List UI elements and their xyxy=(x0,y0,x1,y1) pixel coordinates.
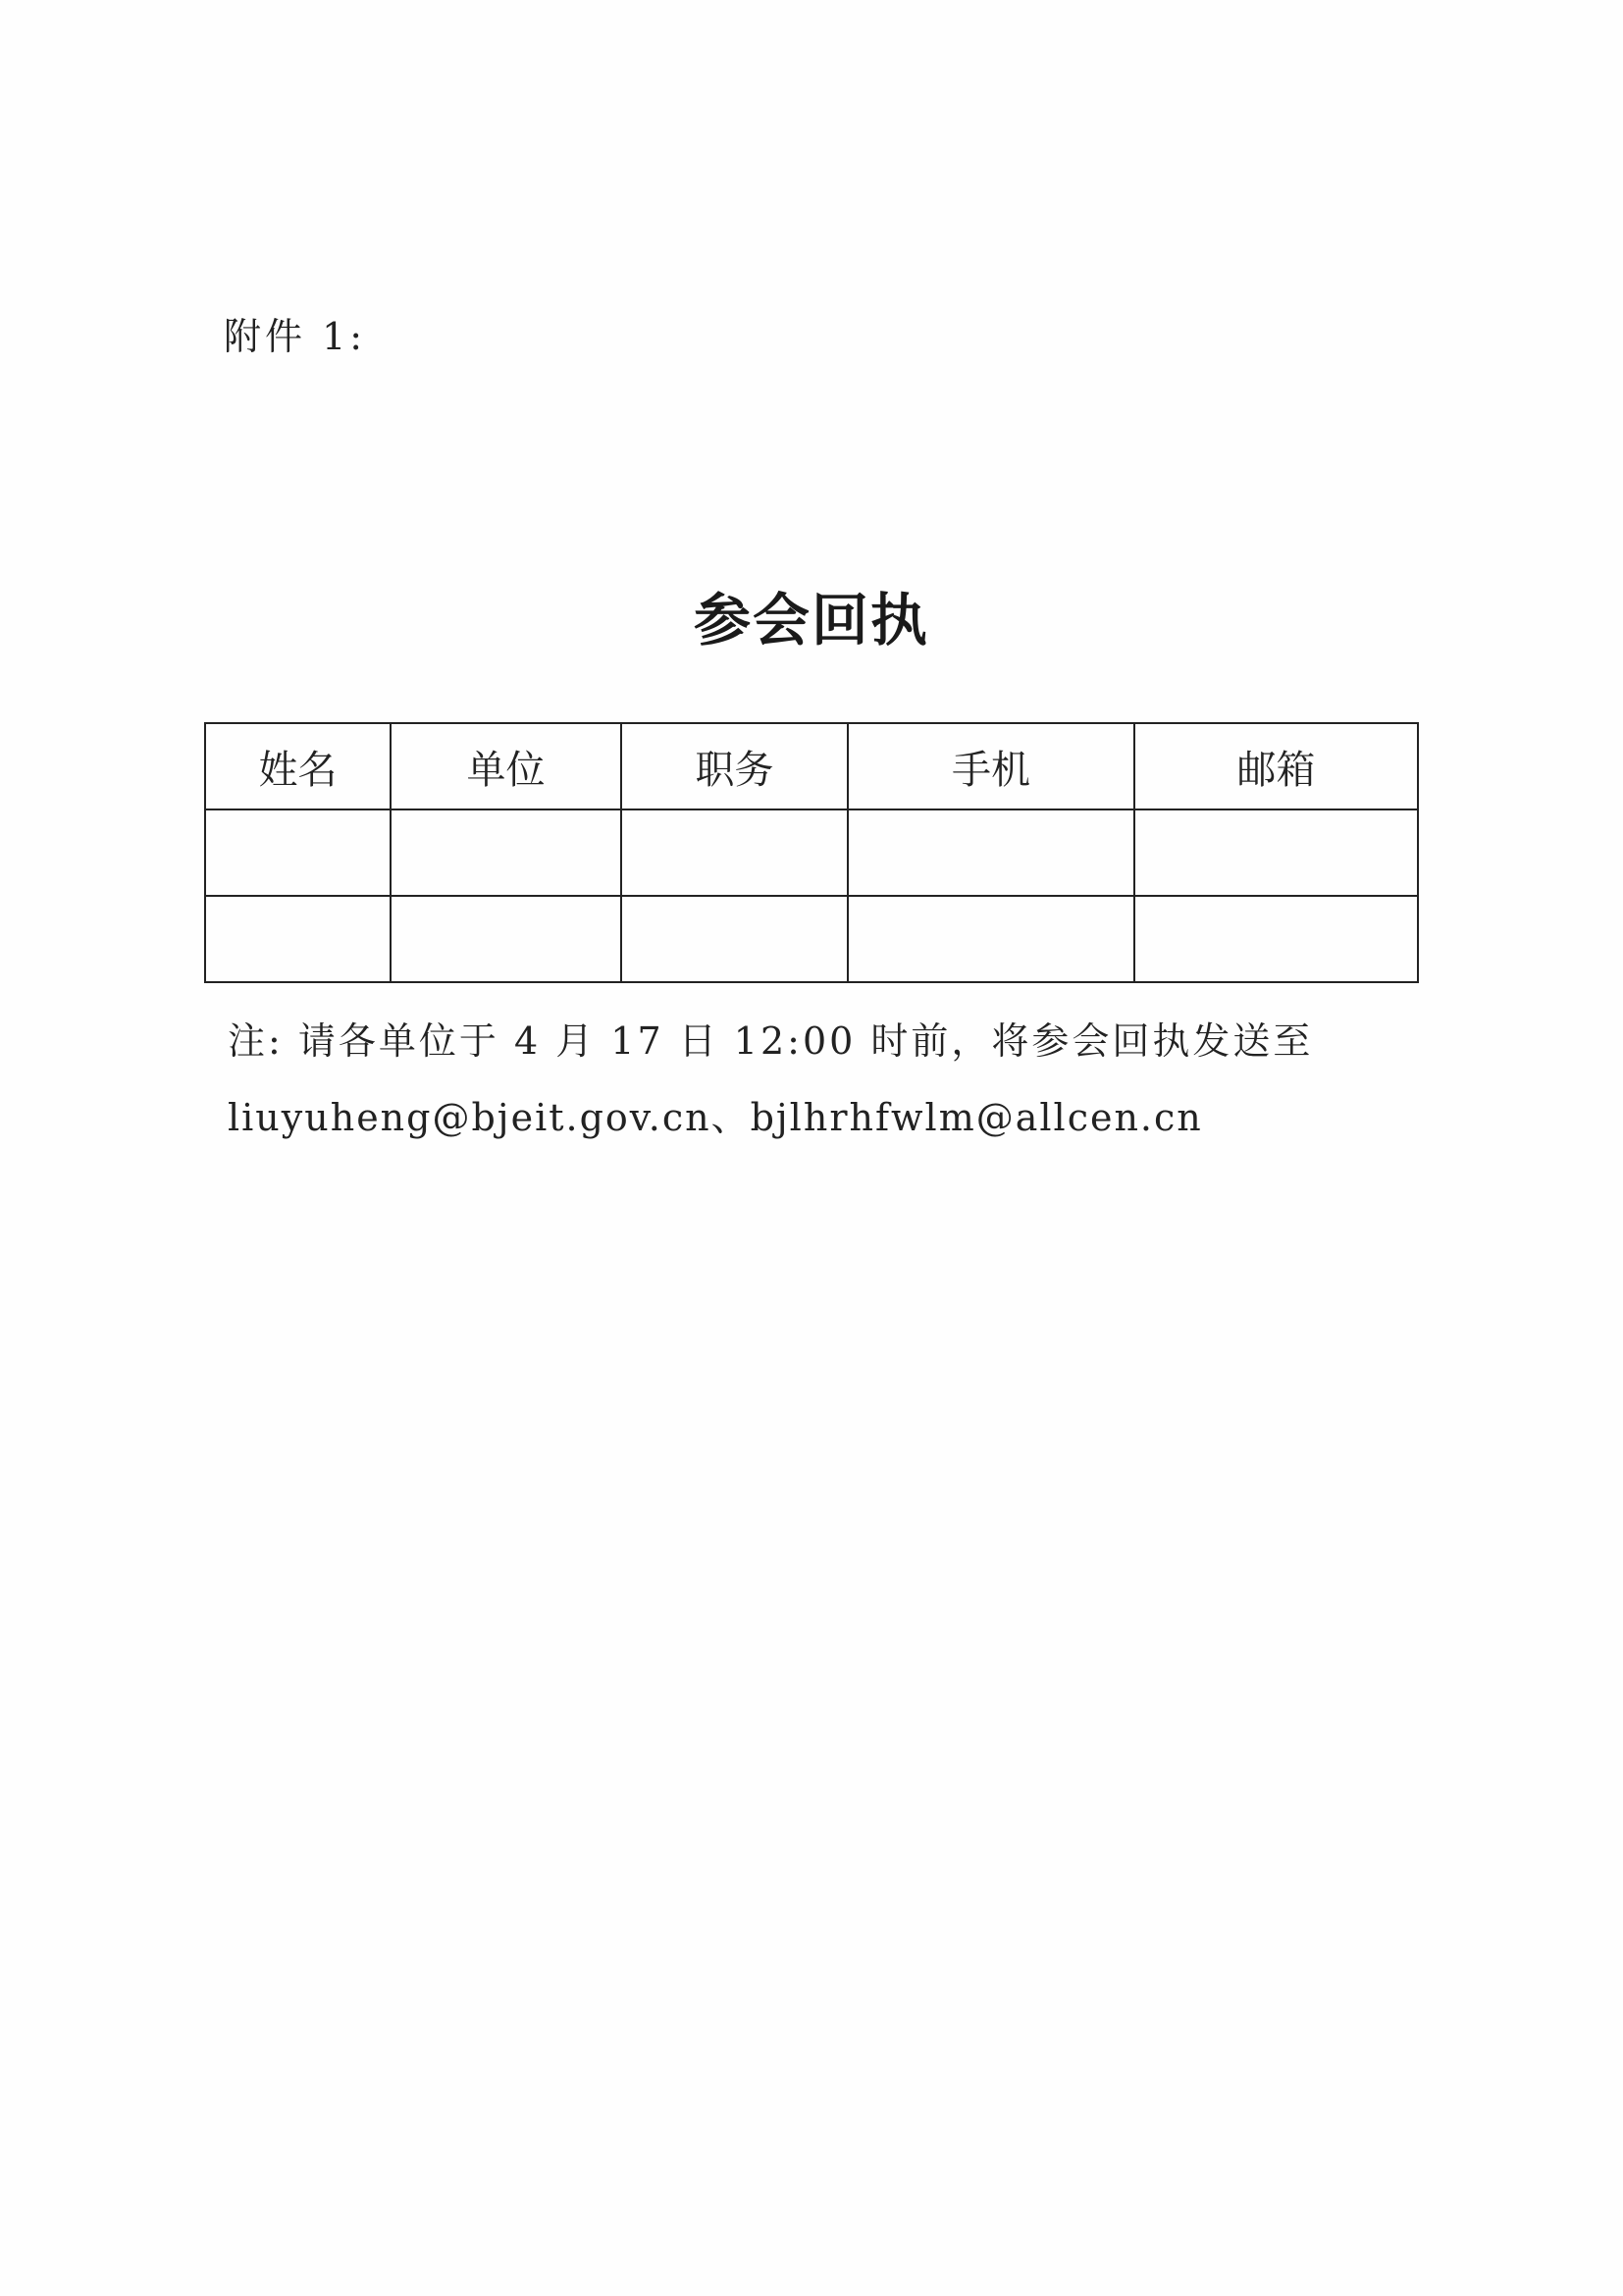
header-email: 邮箱 xyxy=(1134,723,1418,809)
table-cell[interactable] xyxy=(621,896,848,982)
table-cell[interactable] xyxy=(391,896,621,982)
table-cell[interactable] xyxy=(205,896,391,982)
header-position: 职务 xyxy=(621,723,848,809)
table-cell[interactable] xyxy=(848,809,1134,896)
table-cell[interactable] xyxy=(391,809,621,896)
table-row xyxy=(205,809,1418,896)
header-organization: 单位 xyxy=(391,723,621,809)
table-cell[interactable] xyxy=(848,896,1134,982)
header-mobile: 手机 xyxy=(848,723,1134,809)
registration-table xyxy=(204,722,1419,983)
note-email-addresses[interactable]: liuyuheng@bjeit.gov.cn、bjlhrhfwlm@allcen.cn xyxy=(228,1096,1203,1139)
attachment-label: 附件 1: xyxy=(224,315,367,358)
table-header-row xyxy=(205,723,1418,809)
table-cell[interactable] xyxy=(205,809,391,896)
header-name: 姓名 xyxy=(205,723,391,809)
document-title: 参会回执 xyxy=(693,587,929,653)
table-cell[interactable] xyxy=(1134,896,1418,982)
table-row xyxy=(205,896,1418,982)
table-cell[interactable] xyxy=(621,809,848,896)
table-cell[interactable] xyxy=(1134,809,1418,896)
note-text: 注: 请各单位于 4 月 17 日 12:00 时前，将参会回执发送至 xyxy=(228,1019,1314,1063)
